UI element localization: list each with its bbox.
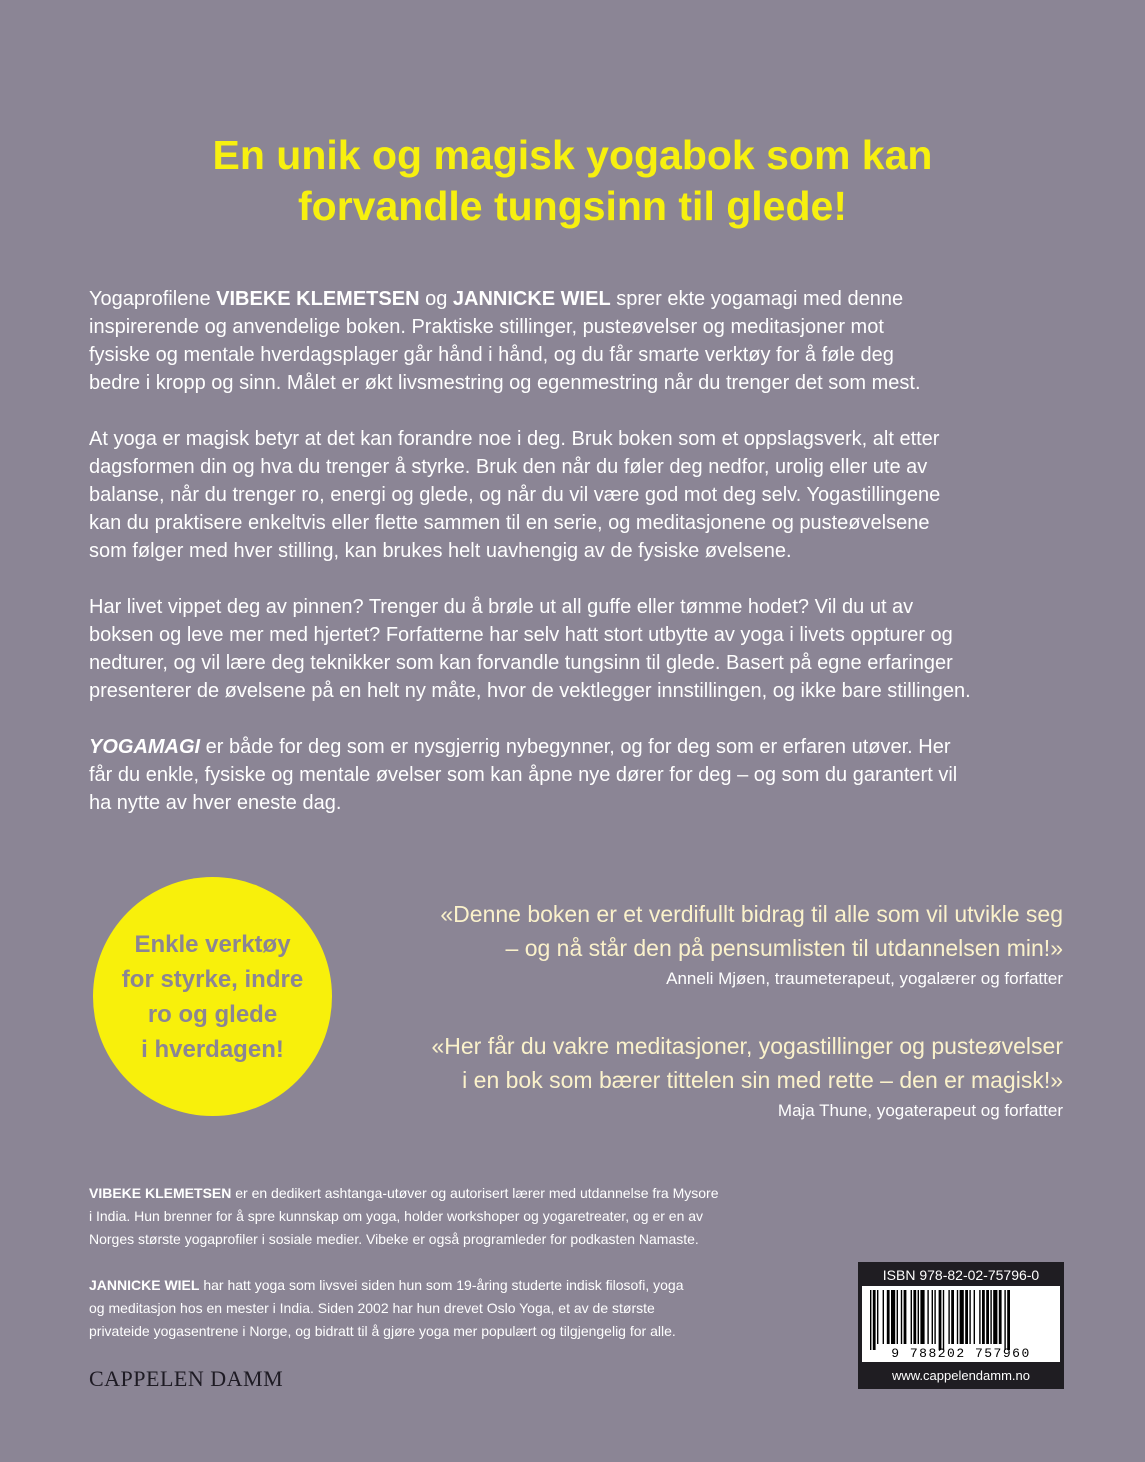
badge-text [122,927,303,1067]
blurb-paragraph-4 [89,733,1074,817]
barcode-bar [901,1290,902,1344]
bio-jannicke-line-2: og meditasjon hos en mester i India. Siden 2002 har hun drevet Oslo Yoga, et av de største [89,1300,655,1316]
barcode-digits: 9 788202 757960 [891,1346,1031,1361]
bio-vibeke-line-1: VIBEKE KLEMETSEN er en dedikert ashtanga-utøver og autorisert lærer med utdannelse fra Mysore [89,1185,719,1201]
barcode-bar [999,1290,1002,1344]
quote-2-line-1: «Her får du vakre meditasjoner, yogastillinger og pusteøvelser [431,1033,1063,1059]
barcode-bar [918,1290,919,1344]
bio-vibeke-name: VIBEKE KLEMETSEN [89,1185,232,1201]
barcode-bar [1007,1290,1010,1350]
badge-line: i hverdagen! [141,1035,284,1063]
bio-vibeke-line-3: Norges største yogaprofiler i sosiale medier. Vibeke er også programleder for podkasten Namaste. [89,1231,699,1247]
isbn-label: ISBN 978-82-02-75796-0 [882,1267,1040,1283]
quote-2-attribution: Maja Thune, yogaterapeut og forfatter [777,1101,1063,1120]
barcode-bar [965,1290,968,1344]
bio-jannicke-name: JANNICKE WIEL [89,1277,200,1293]
publisher-logo: CAPPELEN DAMM [89,1366,284,1391]
blurb-p4-line-1: YOGAMAGI er både for deg som er nysgjerrig nybegynner, og for deg som er erfaren utøver. Her [89,736,951,758]
barcode-bar [960,1290,964,1344]
quote-1-line-2: – og nå står den på pensumlisten til utdannelsen min!» [505,935,1063,961]
blurb-p1-line-4: bedre i kropp og sinn. Målet er økt livsmestring og egenmestring når du trenger det som mest. [89,372,921,394]
yellow-badge [93,877,332,1116]
quote-2-line-2: i en bok som bærer tittelen sin med rette – den er magisk!» [462,1067,1063,1093]
badge-line: ro og glede [147,1000,278,1028]
barcode-bar [957,1290,958,1344]
quote-1-attribution: Anneli Mjøen, traumeterapeut, yogalærer og forfatter [666,969,1063,988]
blurb-p4-line-2: får du enkle, fysiske og mentale øvelser som kan åpne nye dører for deg – og som du garantert vil [89,764,958,786]
barcode-bar [883,1290,884,1344]
barcode-bar [904,1290,907,1344]
headline [0,130,1145,232]
blurb [89,285,1074,845]
barcode-bar [927,1290,928,1344]
headline-line-1: En unik og magisk yogabok som kan [212,132,933,178]
barcode-bar [891,1290,895,1344]
barcode-bar [911,1290,912,1344]
barcode-bar [982,1290,985,1344]
barcode-bar [939,1290,942,1350]
badge-line: for styrke, indre [121,965,304,993]
barcode-bar [920,1290,924,1344]
blurb-p3-line: nedturer, og vil lære deg teknikker som kan forvandle tungsinn til glede. Basert på egne erfaringer [89,652,953,674]
barcode-bar [934,1290,935,1344]
author-name-vibeke: VIBEKE KLEMETSEN [216,288,420,310]
blurb-p2-line: kan du praktisere enkeltvis eller flette sammen til en serie, og meditasjonene og pusteøvelsene [89,512,930,534]
barcode-block [858,1262,1064,1389]
headline-line-2: forvandle tungsinn til glede! [298,183,847,229]
blurb-p3-line: presenterer de øvelsene på en helt ny måte, hvor de vektlegger innstillingen, og ikke bare stillingen. [89,680,971,702]
publisher-website: www.cappelendamm.no [891,1368,1031,1383]
barcode-bar [943,1290,944,1350]
barcode-bar [990,1290,991,1344]
blurb-p3-line: boksen og leve mer med hjertet? Forfatterne har selv hatt stort utbytte av yoga i livets oppturer og [89,624,953,646]
barcode [862,1286,1060,1362]
blurb-p2-line: dagsformen din og hva du trenger å styrke. Bruk den når du føler deg nedfor, urolig eller ute av [89,456,928,478]
blurb-paragraph-2 [89,425,1074,565]
barcode-bar [951,1290,954,1344]
author-name-jannicke: JANNICKE WIEL [452,288,611,310]
bio-jannicke-line-1: JANNICKE WIEL har hatt yoga som livsvei siden hun som 19-åring studerte indisk filosofi, yoga [89,1277,684,1293]
barcode-bar [913,1290,916,1344]
blurb-paragraph-3 [89,593,1074,705]
barcode-bar [948,1290,949,1344]
barcode-bar [969,1290,970,1344]
blurb-p1-line-2: inspirerende og anvendelige boken. Praktiske stillinger, pusteøvelser og meditasjoner mot [89,316,884,338]
bio-vibeke-line-2: i India. Hun brenner for å spre kunnskap om yoga, holder workshoper og yogaretreater, og er en av [89,1208,704,1224]
bio-vibeke [89,1182,809,1251]
barcode-bar [979,1290,980,1344]
barcode-bar [993,1290,997,1344]
barcode-bar [870,1290,871,1350]
blurb-p2-line: At yoga er magisk betyr at det kan forandre noe i deg. Bruk boken som et oppslagsverk, alt etter [89,428,940,450]
quote-1-line-1: «Denne boken er et verdifullt bidrag til alle som vil utvikle seg [440,901,1063,927]
barcode-bar [932,1290,933,1344]
book-title: YOGAMAGI [89,736,201,758]
barcode-bar [986,1290,989,1344]
blurb-p1-line-3: fysiske og mentale hverdagsplager går hånd i hånd, og du får smarte verktøy for å føle deg [89,344,894,366]
badge-line: Enkle verktøy [134,930,291,958]
barcode-bar [873,1290,876,1350]
quote-1 [340,897,1063,991]
barcode-bar [887,1290,890,1344]
barcode-bar [974,1290,975,1344]
blurb-p2-line: balanse, når du trenger ro, energi og glede, og når du vil være god mot deg selv. Yogastillingene [89,484,941,506]
blurb-paragraph-1 [89,285,1074,397]
author-bios [89,1182,809,1366]
blurb-p2-line: som følger med hver stilling, kan brukes helt uavhengig av de fysiske øvelsene. [89,540,792,562]
quote-2 [340,1029,1063,1123]
blurb-p4-line-3: ha nytte av hver eneste dag. [89,792,342,814]
blurb-p1-line-1: Yogaprofilene VIBEKE KLEMETSEN og JANNICKE WIEL sprer ekte yogamagi med denne [89,288,904,310]
barcode-bar [877,1290,878,1344]
blurb-p3-line: Har livet vippet deg av pinnen? Trenger du å brøle ut all guffe eller tømme hodet? Vil du ut av [89,596,914,618]
bio-jannicke-line-3: privateide yogasentrene i Norge, og bidratt til å gjøre yoga mer populært og tilgjengelig for alle. [89,1323,676,1339]
barcode-bar [1004,1290,1005,1350]
barcode-bar [897,1290,898,1344]
bio-jannicke [89,1274,809,1343]
